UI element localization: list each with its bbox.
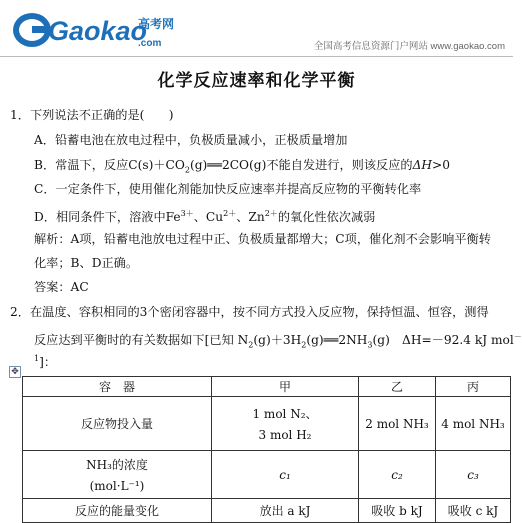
row3-jia: 放出 a kJ — [212, 499, 359, 523]
q2-line3 — [34, 350, 56, 371]
header-divider — [0, 56, 513, 57]
logo-graphic — [8, 6, 188, 50]
q1-option-a: A．铅蓄电池在放电过程中，负极质量减小，正极质量增加 — [34, 133, 348, 147]
q1-d-sup1: 3＋ — [180, 209, 194, 218]
q1-b-sub: 2 — [184, 165, 190, 175]
q1-d-pre: D．相同条件下，溶液中Fe — [34, 210, 181, 225]
q1-d-sup2: 2＋ — [223, 209, 237, 218]
q2-l2-sub1: 2 — [248, 340, 254, 350]
q2-l2-mid1: (g)＋3H — [253, 333, 302, 348]
row1-jia-line2: 3 mol H₂ — [258, 428, 312, 442]
q1-b-pre: B．常温下，反应C(s)＋CO — [34, 158, 185, 172]
row1-label: 反应物投入量 — [23, 397, 212, 451]
q1-d-post: 的氧化性依次减弱 — [277, 210, 376, 225]
row3-yi: 吸收 b kJ — [359, 499, 436, 523]
q2-l2-mid3: (g) ΔH=－92.4 kJ mol — [372, 333, 514, 348]
q2-l2-sub2: 2 — [301, 340, 307, 350]
header-bing: 丙 — [436, 377, 511, 397]
q1-b-mid: (g)══2CO(g)不能自发进行，则该反应的 — [189, 158, 413, 172]
row1-yi: 2 mol NH₃ — [359, 397, 436, 451]
logo-text: Gaokao — [48, 16, 148, 46]
page-title: 化学反应速率和化学平衡 — [157, 71, 356, 91]
header-yi: 乙 — [359, 377, 436, 397]
site-tagline: 全国高考信息资源门户网站 www.gaokao.com — [313, 41, 505, 52]
q1-option-c: C．一定条件下，使用催化剂能加快反应速率并提高反应物的平衡转化率 — [34, 182, 422, 196]
row2-jia: c₁ — [212, 451, 359, 499]
header-container: 容 器 — [23, 377, 212, 397]
site-header — [0, 0, 513, 60]
q1-analysis-line2: 化率；B、D正确。 — [34, 256, 139, 270]
logo-cn: 高考网 — [138, 17, 175, 31]
row3-bing: 吸收 c kJ — [436, 499, 511, 523]
q1-d-sup3: 2＋ — [264, 209, 278, 218]
q1-b-post: >0 — [432, 158, 450, 172]
q1-answer: 答案：AC — [34, 280, 89, 294]
row2-yi: c₂ — [359, 451, 436, 499]
q1-option-d — [34, 205, 375, 226]
q1-option-b — [34, 156, 450, 179]
table-row-reactants — [23, 397, 511, 451]
q2-l2-mid2: (g)══2NH — [306, 333, 368, 348]
table-row-concentration — [23, 451, 511, 499]
q2-line2 — [34, 328, 522, 355]
equilibrium-data-table — [22, 376, 511, 523]
row2-label-line2: (mol·L⁻¹) — [89, 479, 145, 493]
table-header-row — [23, 377, 511, 397]
q1-analysis-line1: 解析：A项，铅蓄电池放电过程中正、负极质量都增大；C项，催化剂不会影响平衡转 — [34, 232, 491, 246]
table-row-energy — [23, 499, 511, 523]
table-move-icon[interactable]: ✥ — [9, 366, 21, 378]
row2-label — [23, 451, 212, 499]
row1-jia-line1: 1 mol N₂、 — [252, 407, 318, 421]
row2-bing: c₃ — [436, 451, 511, 499]
q1-stem: 1．下列说法不正确的是( ) — [10, 108, 174, 122]
q2-l3-post: ]： — [39, 355, 57, 370]
header-jia: 甲 — [212, 377, 359, 397]
q1-d-mid1: 、Cu — [193, 210, 224, 225]
row1-jia — [212, 397, 359, 451]
q1-d-mid2: 、Zn — [236, 210, 265, 225]
row2-label-line1: NH₃的浓度 — [86, 458, 148, 472]
q2-l2-sup: － — [513, 332, 522, 341]
q2-l3-sup: 1 — [34, 354, 40, 363]
row1-bing: 4 mol NH₃ — [436, 397, 511, 451]
q2-line1: 2．在温度、容积相同的3个密闭容器中，按不同方式投入反应物，保持恒温、恒容，测得 — [10, 305, 489, 319]
q2-l2-sub3: 3 — [367, 340, 373, 350]
q2-l2-pre: 反应达到平衡时的有关数据如下[已知 N — [34, 333, 249, 348]
logo-tld: .com — [138, 38, 162, 49]
row3-label: 反应的能量变化 — [23, 499, 212, 523]
q1-b-dh: ΔH — [412, 158, 433, 172]
gaokao-logo[interactable] — [8, 6, 188, 50]
